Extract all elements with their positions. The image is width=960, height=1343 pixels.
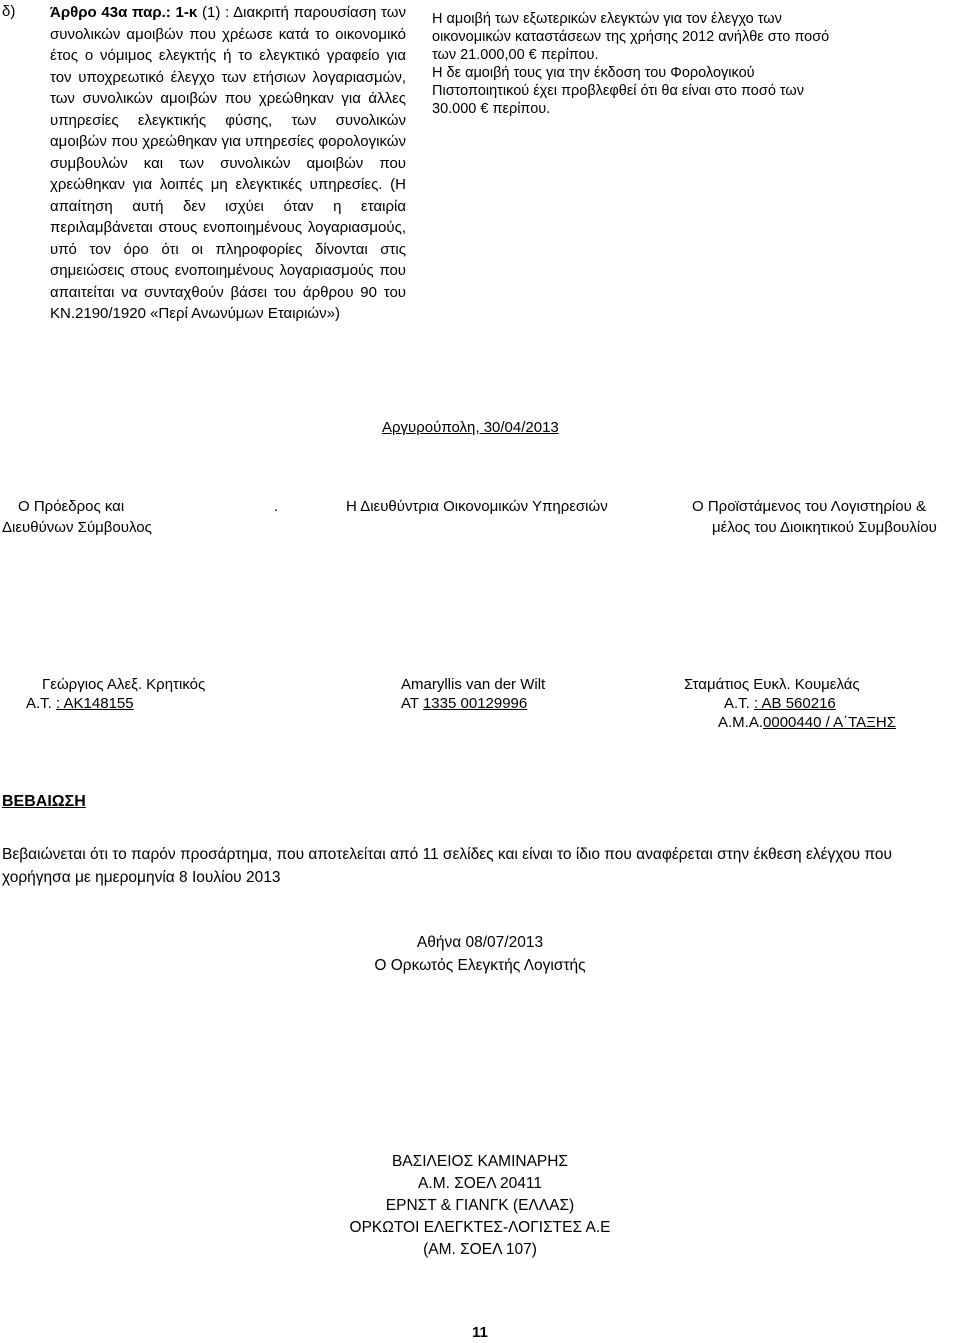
auditor-date-block (0, 931, 960, 977)
accounting-head-title-line2: μέλος του Διοικητικού Συμβουλίου (712, 519, 937, 536)
tax-certificate-fee-paragraph: Η δε αμοιβή τους για την έκδοση του Φορολογικού Πιστοποιητικού έχει προβλεφθεί ότι θα είναι στο ποσό των 30.000 € περίπου. (432, 65, 805, 117)
auditor-title: Ο Ορκωτός Ελεγκτής Λογιστής (374, 957, 586, 974)
city-date: Αθήνα 08/07/2013 (416, 934, 544, 951)
finance-director-id-number: 1335 00129996 (422, 695, 528, 712)
audit-fee-paragraph: Η αμοιβή των εξωτερικών ελεγκτών για τον έλεγχο των οικονομικών καταστάσεων της χρήσης 2012 ανήλθε στο ποσό των 21.000,00 € περίπου. (432, 11, 830, 63)
chairman-title-line1: Ο Πρόεδρος και (18, 498, 125, 515)
auditor-name: ΒΑΣΙΛΕΙΟΣ ΚΑΜΙΝΑΡΗΣ (391, 1153, 569, 1170)
chairman-id: Α.Τ. : ΑΚ148155 (26, 695, 134, 712)
article-heading: Άρθρο 43α παρ.: 1-κ (50, 4, 198, 21)
auditor-registration: Α.Μ. ΣΟΕΛ 20411 (418, 1175, 542, 1192)
chairman-id-number: : ΑΚ148155 (56, 695, 134, 712)
auditor-fees-text (432, 10, 842, 118)
accounting-head-id: Α.Τ. : ΑΒ 560216 (724, 695, 836, 712)
accounting-head-id-number: : ΑΒ 560216 (754, 695, 836, 712)
chairman-title-line2: Διευθύνων Σύμβουλος (2, 519, 152, 536)
place-date: Αργυρούπολη, 30/04/2013 (382, 419, 559, 436)
article-body: (1) : Διακριτή παρουσίαση των συνολικών αμοιβών που χρέωσε κατά το οικονομικό έτος ο νόμιμος ελεγκτής ή το ελεγκτικό γραφείο για τον υποχρεωτικό έλεγχο των ετήσιων λογαριασμών, των συνολικών αμοιβών που χρεώθηκαν για άλλες υπηρεσίες ελεγκτικής φύσης, των συνολικών αμοιβών που χρεώθηκαν για υπηρεσίες φορολογικών συμβουλών και των συνολικών αμοιβών που χρεώθηκαν για λοιπές μη ελεγκτικές υπηρεσίες. (Η απαίτηση αυτή δεν ισχύει όταν η εταιρία περιλαμβάνεται στους ενοποιημένους λογαριασμούς, υπό τον όρο ότι οι πληροφορίες δίνονται στις σημειώσεις στους ενοποιημένους λογαριασμούς που απαιτείται να συνταχθούν βάσει του άρθρου 90 του ΚΝ.2190/1920 «Περί Ανωνύμων Εταιριών») (50, 4, 406, 322)
chairman-name: Γεώργιος Αλεξ. Κρητικός (42, 676, 206, 693)
auditor-signature-block (0, 1151, 960, 1261)
audit-firm-description: ΟΡΚΩΤΟΙ ΕΛΕΓΚΤΕΣ-ΛΟΓΙΣΤΕΣ Α.Ε (349, 1219, 611, 1236)
finance-director-id: ΑΤ 1335 00129996 (401, 695, 528, 712)
finance-director-title: Η Διευθύντρια Οικονομικών Υπηρεσιών (346, 498, 608, 515)
section-label: δ) (2, 3, 16, 20)
attestation-title: ΒΕΒΑΙΩΣΗ (2, 793, 86, 810)
audit-firm-registration: (ΑΜ. ΣΟΕΛ 107) (423, 1241, 537, 1258)
audit-firm-name: ΕΡΝΣΤ & ΓΙΑΝΓΚ (ΕΛΛΑΣ) (385, 1197, 575, 1214)
separator-dot: . (274, 498, 279, 515)
page-number: 11 (472, 1324, 488, 1341)
accounting-head-title-line1: Ο Προϊστάμενος του Λογιστηρίου & (692, 498, 926, 515)
finance-director-name: Amaryllis van der Wilt (401, 676, 546, 693)
accounting-head-registration-number: 0000440 / Α΄ΤΑΞΗΣ (763, 714, 896, 731)
accounting-head-registration: Α.Μ.Α.0000440 / Α΄ΤΑΞΗΣ (718, 714, 896, 731)
attestation-body: Βεβαιώνεται ότι το παρόν προσάρτημα, που αποτελείται από 11 σελίδες και είναι το ίδιο που αναφέρεται στην έκθεση ελέγχου που χορήγησα με ημερομηνία 8 Ιουλίου 2013 (2, 846, 892, 886)
accounting-head-name: Σταμάτιος Ευκλ. Κουμελάς (684, 676, 860, 693)
article-requirement-text (50, 2, 406, 325)
